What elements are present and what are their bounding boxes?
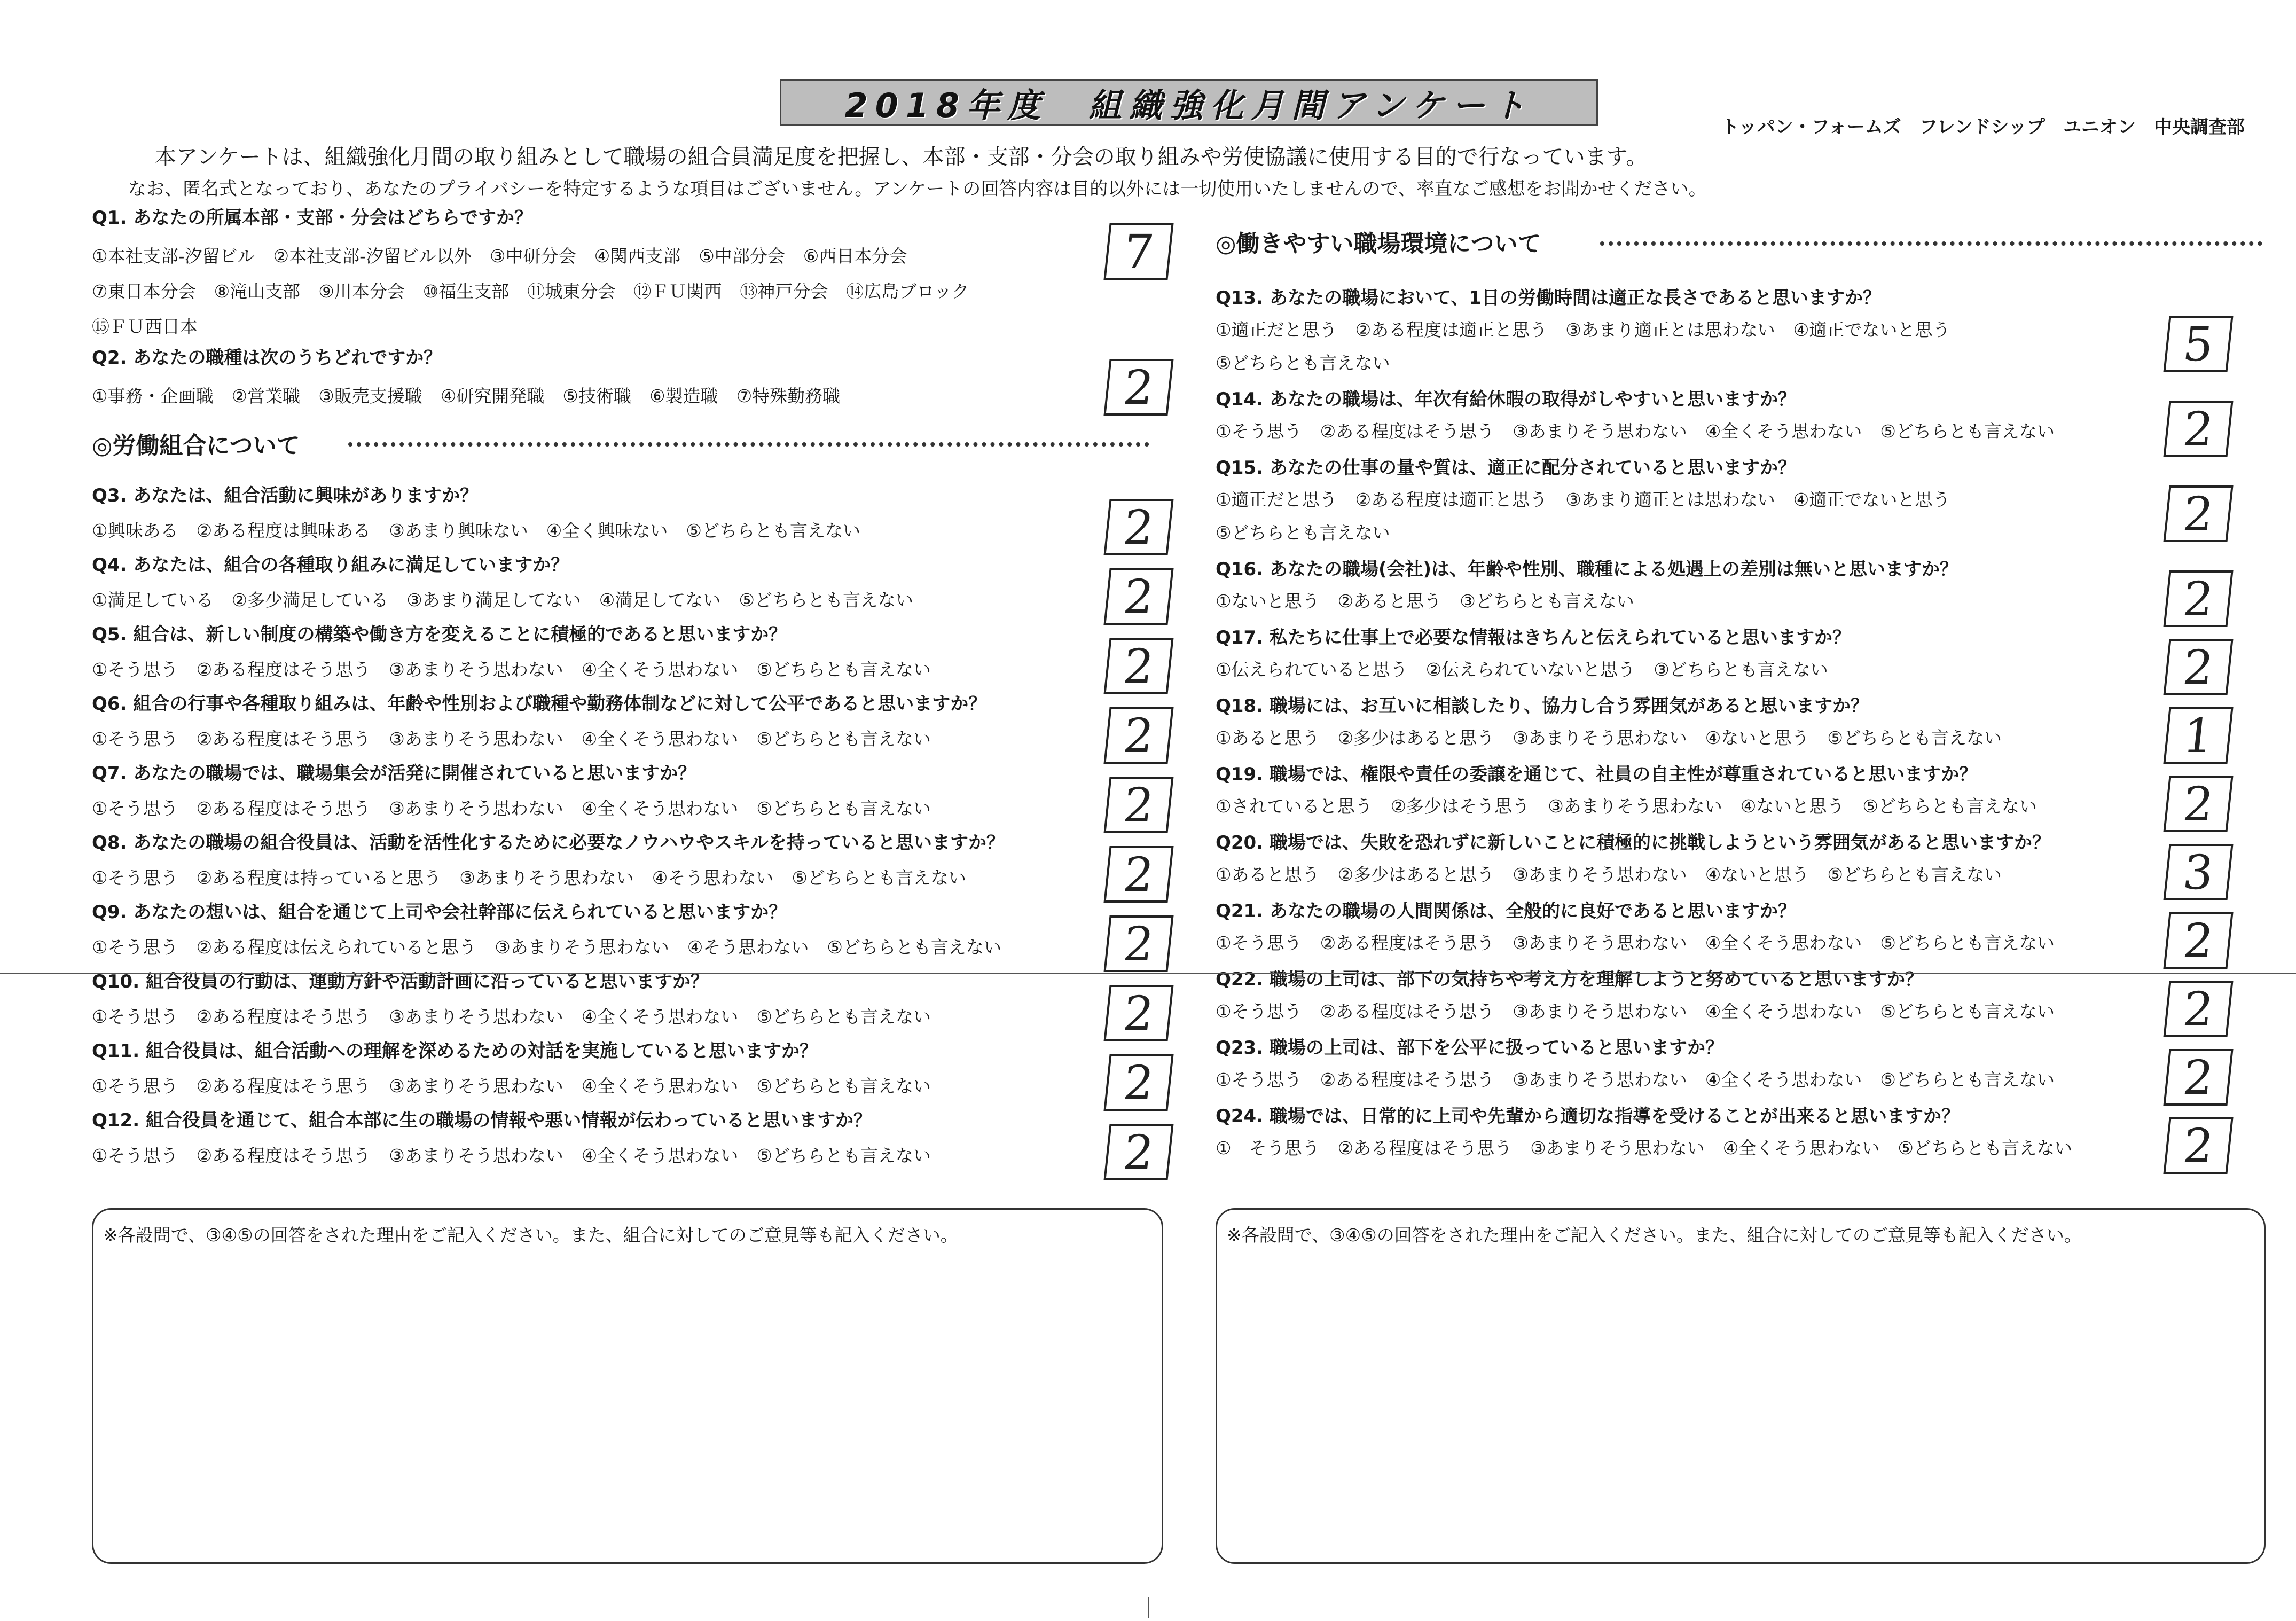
option-item: ⑩福生支部: [422, 281, 510, 302]
option-item: ①そう思う: [92, 1006, 178, 1027]
option-item: ④ないと思う: [1740, 796, 1845, 817]
option-item: ①そう思う: [92, 1076, 178, 1097]
option-item: ②ある程度はそう思う: [196, 798, 371, 819]
option-item: ③あまりそう思わない: [1513, 864, 1687, 885]
option-item: ⑤どちらとも言えない: [1827, 864, 2002, 885]
option-item: ①そう思う: [1216, 1069, 1302, 1090]
option-item: ⑪城東分会: [527, 281, 616, 302]
option-item: ③あまりそう思わない: [1513, 727, 1687, 748]
question-options-extra: [1216, 519, 1408, 544]
fold-mark: [1148, 1597, 1149, 1618]
question-options: [1216, 316, 1968, 341]
option-item: ①そう思う: [1216, 933, 1302, 953]
section-divider-dots: [1600, 241, 2262, 246]
option-item: ②多少はあると思う: [1337, 727, 1495, 748]
option-item: ②あると思う: [1337, 591, 1442, 612]
privacy-note: なお、匿名式となっており、あなたのプライバシーを特定するような項目はございません。アンケートの回答内容は目的以外には一切使用いたしませんので、率直なご感想をお聞かせください。: [128, 178, 1707, 200]
question-text: Q7. あなたの職場では、職場集会が活発に開催されていると思いますか？: [92, 763, 696, 784]
option-item: ⑭広島ブロック: [846, 281, 969, 302]
option-item: ②多少はそう思う: [1390, 796, 1530, 817]
answer-box[interactable]: 2: [2163, 570, 2233, 627]
question-options: [92, 725, 949, 750]
option-item: ②ある程度はそう思う: [1337, 1138, 1513, 1158]
answer-box[interactable]: 3: [2163, 844, 2233, 900]
option-item: ④全くそう思わない: [1705, 421, 1862, 442]
question-options: [92, 864, 984, 889]
options-q1-row3: [92, 313, 216, 338]
option-item: ⑤どちらとも言えない: [1216, 353, 1390, 373]
option-item: ②ある程度は適正と思う: [1355, 489, 1548, 510]
option-item: ①されていると思う: [1216, 796, 1373, 817]
option-item: ⑫ＦＵ関西: [633, 281, 722, 302]
option-item: ⑤どちらとも言えない: [792, 867, 966, 888]
question-text: Q19. 職場では、権限や責任の委譲を通じて、社員の自主性が尊重されていると思いますか？: [1216, 764, 1978, 785]
answer-box[interactable]: 2: [1103, 846, 1173, 903]
comment-instruction: ※各設問で、③④⑤の回答をされた理由をご記入ください。また、組合に対してのご意見等も記入ください。: [1227, 1225, 2082, 1246]
option-item: ④満足してない: [599, 590, 721, 610]
question-text: Q9. あなたの想いは、組合を通じて上司や会社幹部に伝えられていると思いますか？: [92, 902, 787, 923]
option-item: ⑤どちらとも言えない: [756, 1076, 931, 1097]
option-item: ③あまりそう思わない: [459, 867, 634, 888]
title-banner: [780, 79, 1598, 126]
question-q1: Q1. あなたの所属本部・支部・分会はどちらですか？: [92, 207, 532, 229]
option-item: ②多少はあると思う: [1337, 864, 1495, 885]
option-item: ⑥製造職: [649, 386, 718, 406]
option-item: ③あまりそう思わない: [1513, 1069, 1687, 1090]
option-item: ④そう思わない: [687, 937, 809, 958]
option-item: ①ないと思う: [1216, 591, 1320, 612]
option-item: ③あまりそう思わない: [389, 1006, 563, 1027]
option-item: ④全くそう思わない: [1705, 1069, 1862, 1090]
question-text: Q8. あなたの職場の組合役員は、活動を活性化するために必要なノウハウやスキルを持っていると思いますか？: [92, 832, 1005, 853]
option-item: ⑤どちらとも言えない: [1880, 421, 2055, 442]
option-item: ②ある程度はそう思う: [1320, 1001, 1495, 1022]
option-item: ⑨川本分会: [318, 281, 405, 302]
intro-text: 本アンケートは、組織強化月間の取り組みとして職場の組合員満足度を把握し、本部・支部・分会の取り組みや労使協議に使用する目的で行なっています。: [155, 145, 1648, 169]
option-item: ②多少満足している: [231, 590, 389, 610]
question-options: [92, 656, 949, 681]
question-options: [1216, 588, 1652, 613]
answer-box[interactable]: 5: [2163, 316, 2233, 372]
option-item: ④全くそう思わない: [581, 1076, 739, 1097]
option-item: ③あまりそう思わない: [1548, 796, 1722, 817]
option-item: ②ある程度はそう思う: [196, 1006, 371, 1027]
option-item: ④全く興味ない: [546, 520, 668, 541]
option-item: ②ある程度はそう思う: [196, 729, 371, 749]
option-item: ②ある程度はそう思う: [1320, 1069, 1495, 1090]
question-options: [92, 586, 931, 612]
option-item: ⑧滝山支部: [214, 281, 301, 302]
option-item: ③あまりそう思わない: [1530, 1138, 1705, 1158]
option-item: ①そう思う: [92, 729, 178, 749]
option-item: ②ある程度はそう思う: [196, 1076, 371, 1097]
option-item: ①そう思う: [92, 659, 178, 680]
option-item: ⑤どちらとも言えない: [1827, 727, 2002, 748]
question-text: Q4. あなたは、組合の各種取り組みに満足していますか？: [92, 554, 569, 576]
question-text: Q5. 組合は、新しい制度の構築や働き方を変えることに積極的であると思いますか？: [92, 624, 787, 645]
option-item: ⑤どちらとも言えない: [1880, 933, 2055, 953]
question-options: [1216, 929, 2073, 954]
option-item: ④ないと思う: [1705, 727, 1809, 748]
option-item: ⑤どちらとも言えない: [756, 729, 931, 749]
option-item: ⑤どちらとも言えない: [686, 520, 860, 541]
option-item: ⑤どちらとも言えない: [756, 659, 931, 680]
question-options-extra: [1216, 349, 1408, 374]
answer-box[interactable]: 2: [2163, 401, 2233, 457]
option-item: ②ある程度はそう思う: [1320, 421, 1495, 442]
question-options: [1216, 998, 2073, 1023]
option-item: ⑮ＦＵ西日本: [92, 316, 198, 337]
option-item: ④全くそう思わない: [581, 729, 739, 749]
option-item: ④全くそう思わない: [1705, 933, 1862, 953]
option-item: ④全くそう思わない: [581, 659, 739, 680]
option-item: ⑤どちらとも言えない: [756, 798, 931, 819]
question-text: Q3. あなたは、組合活動に興味がありますか？: [92, 485, 479, 506]
option-item: ①そう思う: [92, 937, 178, 958]
fold-line: [0, 973, 2296, 974]
option-item: ⑦東日本分会: [92, 281, 196, 302]
option-item: ⑤どちらとも言えない: [1898, 1138, 2072, 1158]
question-text: Q24. 職場では、日常的に上司や先輩から適切な指導を受けることが出来ると思いますか？: [1216, 1106, 1960, 1127]
option-item: ①そう思う: [92, 1145, 178, 1166]
option-item: ③あまりそう思わない: [389, 1145, 563, 1166]
question-options: [92, 1142, 949, 1167]
comment-box-right[interactable]: [1216, 1208, 2266, 1564]
answer-box[interactable]: 2: [1103, 638, 1173, 694]
option-item: ③あまりそう思わない: [1513, 933, 1687, 953]
option-item: ⑤どちらとも言えない: [1862, 796, 2037, 817]
option-item: ③あまり適正とは思わない: [1565, 319, 1775, 340]
question-text: Q11. 組合役員は、組合活動への理解を深めるための対話を実施していると思いますか？: [92, 1040, 818, 1062]
answer-box[interactable]: 2: [2163, 485, 2233, 542]
option-item: ④全くそう思わない: [1705, 1001, 1862, 1022]
question-q2: Q2. あなたの職種は次のうちどれですか？: [92, 347, 442, 369]
option-item: ③あまりそう思わない: [389, 798, 563, 819]
option-item: ①適正だと思う: [1216, 319, 1337, 340]
option-item: ②ある程度は持っていると思う: [196, 867, 442, 888]
option-item: ③販売支援職: [318, 386, 422, 406]
option-item: ④適正でないと思う: [1793, 489, 1950, 510]
option-item: ①そう思う: [1216, 421, 1302, 442]
option-item: ③あまりそう思わない: [1513, 421, 1687, 442]
option-item: ①事務・企画職: [92, 386, 214, 406]
comment-box-left[interactable]: [92, 1208, 1163, 1564]
question-text: Q16. あなたの職場(会社)は、年齢や性別、職種による処遇上の差別は無いと思いますか？: [1216, 559, 1958, 580]
option-item: ⑤どちらとも言えない: [1880, 1069, 2055, 1090]
answer-box[interactable]: 2: [2163, 1049, 2233, 1106]
question-text: Q13. あなたの職場において、1日の労働時間は適正な長さであると思いますか？: [1216, 287, 1881, 309]
option-item: ②ある程度は興味ある: [196, 520, 371, 541]
option-item: ⑥西日本分会: [803, 246, 907, 267]
option-item: ③あまりそう思わない: [495, 937, 669, 958]
answer-box[interactable]: 2: [2163, 639, 2233, 695]
answer-box[interactable]: 2: [1103, 707, 1173, 764]
option-item: ⑤どちらとも言えない: [739, 590, 913, 610]
survey-title: 2018年度 組織強化月間アンケート: [844, 85, 1533, 125]
option-item: ① そう思う: [1216, 1138, 1320, 1158]
option-item: ②ある程度はそう思う: [196, 1145, 371, 1166]
option-item: ①そう思う: [1216, 1001, 1302, 1022]
option-item: ②本社支部-汐留ビル以外: [273, 246, 472, 267]
answer-box-q2[interactable]: 2: [1103, 359, 1173, 416]
answer-box[interactable]: 1: [2163, 707, 2233, 764]
option-item: ①満足している: [92, 590, 214, 610]
question-options: [1216, 861, 2020, 886]
question-options: [1216, 656, 1846, 681]
answer-box[interactable]: 2: [2163, 776, 2233, 832]
option-item: ③あまりそう思わない: [389, 659, 563, 680]
question-options: [92, 517, 879, 542]
option-item: ①そう思う: [92, 867, 178, 888]
question-options: [1216, 793, 2055, 818]
question-options: [1216, 418, 2073, 443]
option-item: ④全くそう思わない: [1722, 1138, 1880, 1158]
option-item: ①そう思う: [92, 798, 178, 819]
option-item: ⑤中部分会: [699, 246, 785, 267]
option-item: ④全くそう思わない: [581, 1006, 739, 1027]
section-heading-workplace: ◎働きやすい職場環境について: [1216, 230, 1541, 257]
question-options: [92, 1003, 949, 1028]
options-q1-row1: [92, 242, 925, 268]
option-item: ②ある程度は伝えられていると思う: [196, 937, 477, 958]
question-text: Q6. 組合の行事や各種取り組みは、年齢や性別および職種や勤務体制などに対して公平であると思いますか？: [92, 693, 987, 715]
option-item: ③あまり興味ない: [389, 520, 528, 541]
comment-instruction: ※各設問で、③④⑤の回答をされた理由をご記入ください。また、組合に対してのご意見等も記入ください。: [103, 1225, 958, 1246]
option-item: ⑤技術職: [562, 386, 631, 406]
option-item: ①伝えられていると思う: [1216, 659, 1408, 680]
option-item: ①あると思う: [1216, 727, 1320, 748]
option-item: ④ないと思う: [1705, 864, 1809, 885]
question-text: Q21. あなたの職場の人間関係は、全般的に良好であると思いますか？: [1216, 900, 1796, 922]
option-item: ③あまり満足してない: [406, 590, 581, 610]
option-item: ④関西支部: [594, 246, 681, 267]
question-text: Q10. 組合役員の行動は、運動方針や活動計画に沿っていると思いますか？: [92, 971, 709, 992]
option-item: ①本社支部-汐留ビル: [92, 246, 255, 267]
question-options: [92, 934, 1020, 959]
question-text: Q15. あなたの仕事の量や質は、適正に配分されていると思いますか？: [1216, 457, 1796, 479]
option-item: ④適正でないと思う: [1793, 319, 1950, 340]
question-text: Q20. 職場では、失敗を恐れずに新しいことに積極的に挑戦しようという雰囲気があると思いますか？: [1216, 832, 2050, 853]
option-item: ③中研分会: [490, 246, 576, 267]
question-options: [92, 795, 949, 820]
option-item: ②ある程度はそう思う: [196, 659, 371, 680]
option-item: ⑤どちらとも言えない: [756, 1006, 931, 1027]
question-text: Q14. あなたの職場は、年次有給休暇の取得がしやすいと思いますか？: [1216, 389, 1796, 410]
option-item: ⑦特殊勤務職: [736, 386, 841, 406]
option-item: ②伝えられていないと思う: [1425, 659, 1636, 680]
option-item: ④研究開発職: [440, 386, 545, 406]
option-item: ②営業職: [231, 386, 301, 406]
answer-box[interactable]: 2: [2163, 912, 2233, 969]
answer-box[interactable]: 2: [1103, 1124, 1173, 1180]
option-item: ①興味ある: [92, 520, 178, 541]
question-text: Q18. 職場には、お互いに相談したり、協力し合う雰囲気があると思いますか？: [1216, 695, 1869, 717]
option-item: ③あまりそう思わない: [389, 729, 563, 749]
section-divider-dots: [348, 442, 1149, 447]
option-item: ②ある程度は適正と思う: [1355, 319, 1548, 340]
question-text: Q17. 私たちに仕事上で必要な情報はきちんと伝えられていると思いますか？: [1216, 627, 1851, 648]
option-item: ③どちらとも言えない: [1654, 659, 1828, 680]
answer-box-q1[interactable]: 7: [1103, 223, 1173, 280]
section-heading-union: ◎労働組合について: [92, 432, 300, 459]
option-item: ⑤どちらとも言えない: [1216, 522, 1390, 543]
question-options: [1216, 724, 2020, 749]
question-options: [1216, 486, 1968, 511]
answer-box[interactable]: 2: [1103, 777, 1173, 833]
question-options: [92, 1072, 949, 1098]
answer-box[interactable]: 2: [1103, 568, 1173, 625]
option-item: ③どちらとも言えない: [1460, 591, 1634, 612]
option-item: ⑤どちらとも言えない: [827, 937, 1001, 958]
question-text: Q12. 組合役員を通じて、組合本部に生の職場の情報や悪い情報が伝わっていると思いますか？: [92, 1110, 872, 1131]
option-item: ④そう思わない: [652, 867, 774, 888]
answer-box[interactable]: 2: [1103, 499, 1173, 555]
question-text: Q23. 職場の上司は、部下を公平に扱っていると思いますか？: [1216, 1037, 1723, 1059]
answer-box[interactable]: 2: [2163, 1117, 2233, 1174]
option-item: ⑬神戸分会: [740, 281, 828, 302]
question-options: [1216, 1134, 2090, 1160]
question-options: [1216, 1066, 2073, 1091]
option-item: ④全くそう思わない: [581, 798, 739, 819]
option-item: ③あまりそう思わない: [1513, 1001, 1687, 1022]
answer-box[interactable]: 2: [1103, 915, 1173, 972]
answer-box[interactable]: 2: [2163, 981, 2233, 1037]
option-item: ③あまりそう思わない: [389, 1076, 563, 1097]
option-item: ⑤どちらとも言えない: [756, 1145, 931, 1166]
option-item: ①適正だと思う: [1216, 489, 1337, 510]
option-item: ③あまり適正とは思わない: [1565, 489, 1775, 510]
answer-box[interactable]: 2: [1103, 985, 1173, 1041]
options-q1-row2: [92, 278, 988, 303]
option-item: ⑤どちらとも言えない: [1880, 1001, 2055, 1022]
option-item: ②ある程度はそう思う: [1320, 933, 1495, 953]
answer-box[interactable]: 2: [1103, 1054, 1173, 1111]
option-item: ①あると思う: [1216, 864, 1320, 885]
options-q2: [92, 382, 858, 408]
organization-name: トッパン・フォームズ フレンドシップ ユニオン 中央調査部: [1721, 116, 2245, 138]
option-item: ④全くそう思わない: [581, 1145, 739, 1166]
question-text: Q22. 職場の上司は、部下の気持ちや考え方を理解しようと努めていると思いますか？: [1216, 969, 1923, 990]
